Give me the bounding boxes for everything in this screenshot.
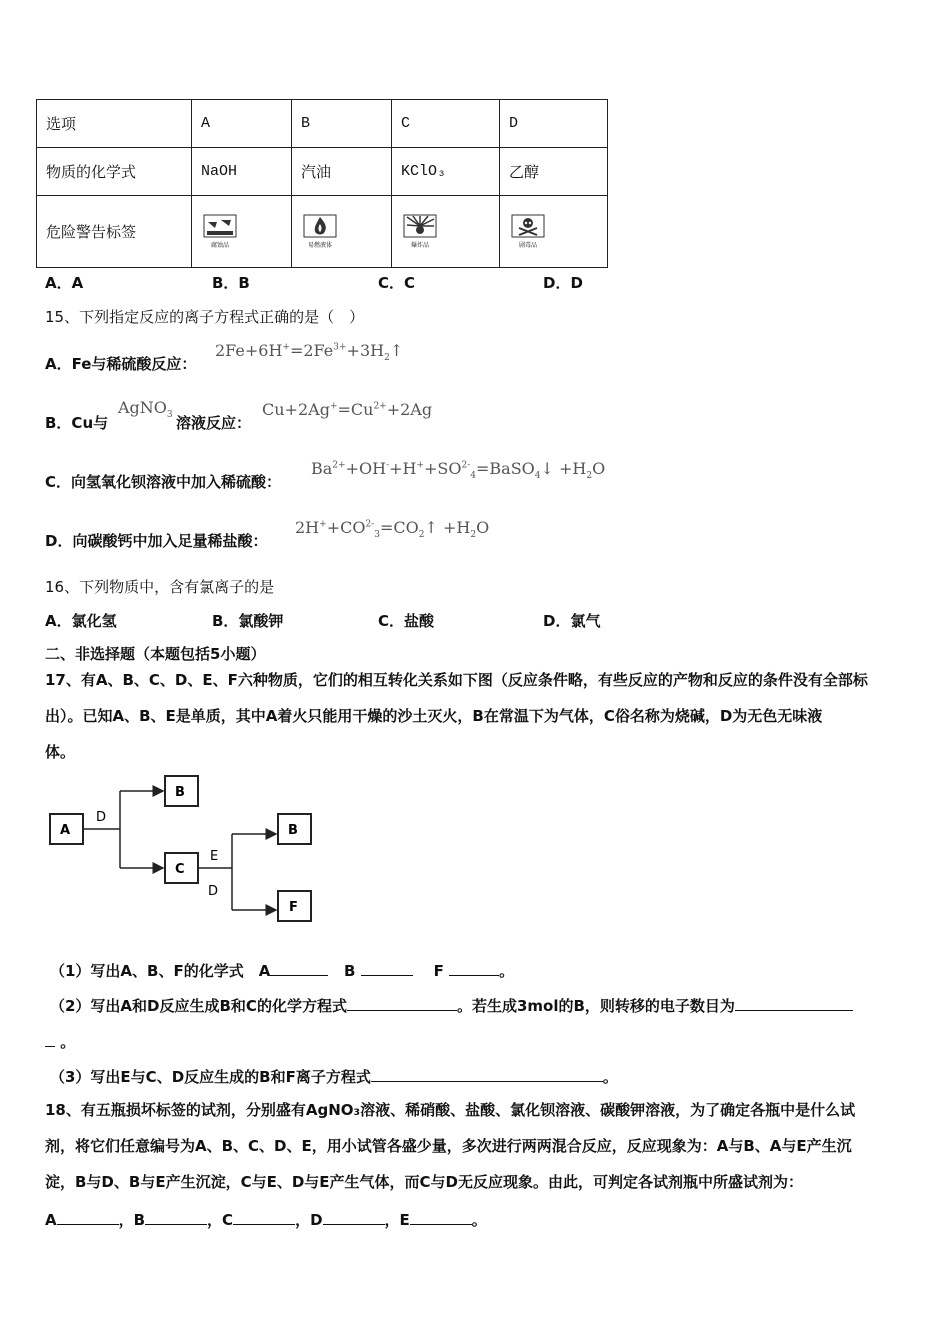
option-b[interactable]: B．B (212, 274, 250, 292)
table-cell: NaOH (192, 148, 292, 196)
q15-option-b-text: 溶液反应： (176, 414, 252, 432)
node-a-label: A (60, 823, 71, 838)
table-cell (192, 196, 292, 268)
q17-part-2 (50, 995, 853, 1016)
q16-option-c[interactable]: C．盐酸 (378, 612, 435, 630)
table-cell: 汽油 (292, 148, 392, 196)
edge-label-d: D (96, 810, 107, 825)
q15-option-c[interactable]: C．向氢氧化钡溶液中加入稀硫酸： (45, 473, 282, 491)
answer-blank-q18-c[interactable] (233, 1210, 295, 1225)
label-caption: 爆炸品 (410, 242, 429, 249)
hazard-table (36, 99, 608, 268)
table-cell (500, 196, 608, 268)
answer-blank-q18-e[interactable] (410, 1210, 472, 1225)
answer-blank-ionic[interactable] (371, 1067, 603, 1082)
q15-equation-a: $2Fe+6H^+=2Fe^{3+}+3H_2↑$ (215, 341, 404, 364)
q17-part-2-mid: 。若生成3mol的B，则转移的电子数目为 (456, 997, 735, 1015)
q15-equation-d: $2H^++CO^{2-}_3=CO_2↑ +H_2O$ (295, 518, 490, 541)
q17-part-3-text: （3）写出E与C、D反应生成的B和F离子方程式 (50, 1068, 371, 1086)
label-caption: 易燃液体 (307, 242, 332, 249)
q17-part-2-end: 。 (60, 1033, 76, 1051)
table-cell: B (292, 100, 392, 148)
q16-option-b[interactable]: B．氯酸钾 (212, 612, 284, 630)
q16-option-d[interactable]: D．氯气 (543, 612, 601, 630)
q18-answers (45, 1209, 487, 1230)
option-c[interactable]: C．C (378, 274, 416, 292)
node-f-label: F (289, 900, 298, 915)
table-row (37, 100, 608, 148)
flame-label-icon (301, 214, 339, 249)
q18-end: 。 (471, 1211, 487, 1229)
answer-blank-equation[interactable] (347, 996, 457, 1011)
table-row (37, 148, 608, 196)
q17-part-2-cont (45, 1031, 75, 1052)
q18-text: 淀，B与D、B与E产生沉淀，C与E、D与E产生气体，而C与D无反应现象。由此，可判定各试剂瓶中所盛试剂为： (45, 1173, 803, 1191)
table-cell: 选项 (37, 100, 192, 148)
explosive-label-icon (401, 214, 439, 249)
q17-part-1-b: B (344, 962, 356, 980)
table-cell: 物质的化学式 (37, 148, 192, 196)
question-15-stem: 15、下列指定反应的离子方程式正确的是（ ） (45, 308, 365, 326)
q17-text: 17、有A、B、C、D、E、F六种物质，它们的相互转化关系如下图（反应条件略，有些反应的产物和反应的条件没有全部标 (45, 671, 868, 689)
section-heading: 二、非选择题（本题包括5小题） (45, 645, 266, 663)
table-cell: KClO₃ (392, 148, 500, 196)
q17-part-1 (50, 960, 514, 981)
label-caption: 腐蚀品 (210, 242, 229, 249)
q17-part-1-f: F (433, 962, 444, 980)
q15-equation-b: $Cu+2Ag^+=Cu^{2+}+2Ag$ (262, 400, 433, 419)
q17-part-3 (50, 1066, 618, 1087)
q15-equation-c: $Ba^{2+}+OH^-+H^++SO^{2-}_4=BaSO_4↓ +H_2O$ (311, 459, 606, 482)
answer-blank-q18-a[interactable] (57, 1210, 119, 1225)
table-cell (392, 196, 500, 268)
skull-label-icon (509, 214, 547, 249)
node-b-label: B (175, 785, 185, 800)
answer-blank-f[interactable] (449, 961, 499, 976)
answer-blank-q18-b[interactable] (145, 1210, 207, 1225)
edge-label-d2: D (208, 884, 219, 899)
q18-text: 18、有五瓶损坏标签的试剂，分别盛有AgNO₃溶液、稀硝酸、盐酸、氯化钡溶液、碳酸钾溶液，为了确定各瓶中是什么试 (45, 1101, 856, 1119)
answer-blank-cont[interactable] (45, 1032, 55, 1047)
q17-part-2-text: （2）写出A和D反应生成B和C的化学方程式 (50, 997, 347, 1015)
table-cell: 危险警告标签 (37, 196, 192, 268)
node-c-label: C (175, 862, 185, 877)
q16-option-a[interactable]: A．氯化氢 (45, 612, 117, 630)
option-a[interactable]: A．A (45, 274, 84, 292)
label-caption: 剧毒品 (518, 242, 537, 249)
q18-label-d: ，D (295, 1211, 323, 1229)
answer-blank-electrons[interactable] (735, 996, 853, 1011)
q18-label-e: ，E (384, 1211, 410, 1229)
q17-part-1-end: 。 (499, 962, 515, 980)
q15-reagent-b: AgNO$_3$ (118, 398, 173, 421)
q15-option-a[interactable]: A．Fe与稀硫酸反应： (45, 355, 197, 373)
answer-blank-b[interactable] (361, 961, 413, 976)
edge-label-e: E (210, 849, 219, 864)
q17-text: 体。 (45, 743, 76, 761)
table-cell: D (500, 100, 608, 148)
q18-label-b: ，B (118, 1211, 146, 1229)
table-cell: C (392, 100, 500, 148)
reaction-flow-diagram (40, 768, 330, 933)
table-cell: 乙醇 (500, 148, 608, 196)
q17-part-3-end: 。 (602, 1068, 618, 1086)
question-16-stem: 16、下列物质中，含有氯离子的是 (45, 578, 275, 596)
q18-label-a: A (45, 1211, 57, 1229)
table-cell: A (192, 100, 292, 148)
answer-blank-a[interactable] (270, 961, 328, 976)
q17-part-1-text: （1）写出A、B、F的化学式 A (50, 962, 271, 980)
corrosive-label-icon (201, 214, 239, 249)
option-d[interactable]: D．D (543, 274, 583, 292)
q18-label-c: ，C (207, 1211, 234, 1229)
q15-option-b[interactable]: B．Cu与 (45, 414, 109, 432)
node-b2-label: B (288, 823, 298, 838)
q18-text: 剂，将它们任意编号为A、B、C、D、E，用小试管各盛少量，多次进行两两混合反应，反应现象为：A与B、A与E产生沉 (45, 1137, 852, 1155)
answer-blank-q18-d[interactable] (323, 1210, 385, 1225)
q15-option-d[interactable]: D．向碳酸钙中加入足量稀盐酸： (45, 532, 268, 550)
table-row (37, 196, 608, 268)
table-cell (292, 196, 392, 268)
q17-text: 出）。已知A、B、E是单质，其中A着火只能用干燥的沙土灭火，B在常温下为气体，C俗名称为烧碱，D为无色无味液 (45, 707, 823, 725)
